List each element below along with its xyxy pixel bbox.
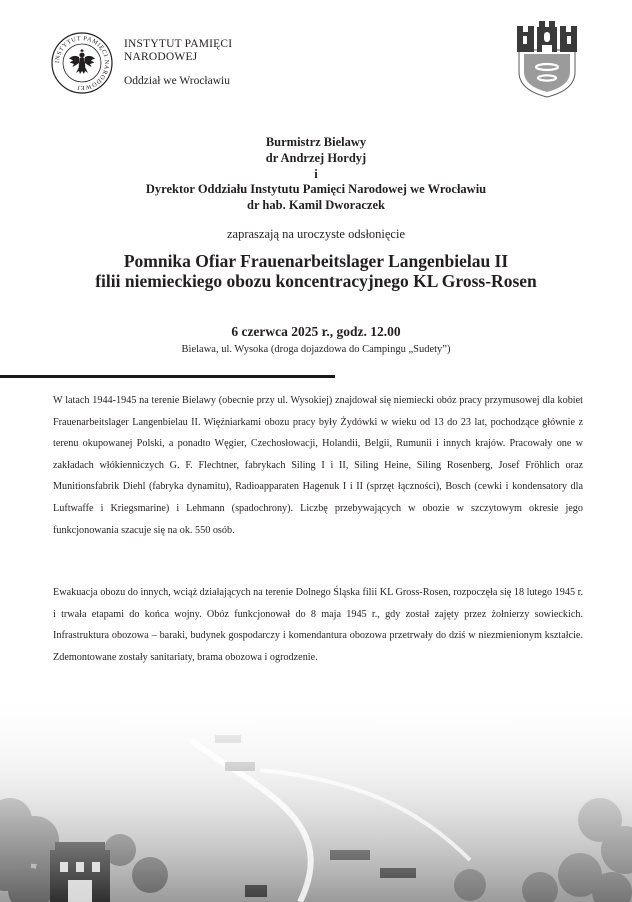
- seal-text: INSTYTUT PAMIĘCI NARODOWEJ: [53, 34, 111, 92]
- host-director-title: Dyrektor Oddziału Instytutu Pamięci Narodowej we Wrocławiu: [145, 182, 487, 197]
- institute-name: [124, 38, 254, 64]
- institute-name-line2: NARODOWEJ: [124, 51, 198, 63]
- host-mayor-name: dr Andrzej Hordyj: [265, 150, 367, 165]
- institute-header: [124, 38, 254, 88]
- institute-name-line1: INSTYTUT PAMIĘCI: [124, 38, 233, 50]
- event-title-line2: filii niemieckiego obozu koncentracyjnego KL Gross-Rosen: [95, 271, 537, 291]
- host-director-name: dr hab. Kamil Dworaczek: [247, 198, 385, 213]
- section-divider: [0, 375, 335, 378]
- host-mayor-title: Burmistrz Bielawy: [265, 135, 367, 149]
- camp-aerial-photo: [0, 700, 632, 902]
- institute-branch: Oddział we Wrocławiu: [124, 75, 230, 87]
- hosts-block: [0, 135, 632, 214]
- eagle-seal-icon: [51, 32, 113, 94]
- event-date: 6 czerwca 2025 r., godz. 12.00: [231, 324, 401, 339]
- event-title: [0, 251, 632, 291]
- history-paragraph-1: W latach 1944-1945 na terenie Bielawy (obecnie przy ul. Wysokiej) znajdował się niemiecki obóz pracy przymusowej dla kobiet Frauenarbeitslager Langenbielau II. Więźniarkami obozu pracy były Żydówki w wieku od 13 do 23 lat, pochodzące głównie z terenu okupowanej Polski, a ponadto Węgier, Czechosłowacji, Holandii, Belgii, Rumunii i innych krajów. Pracowały one w zakładach włókienniczych G. F. Flechtner, fabrykach Siling I i II, Siling Heine, Siling Rosenberg, Josef Fröhlich oraz Munitionsfabrik Diehl (fabryka dynamitu), Radioapparaten Hagenuk I i II (sprzęt łączności), Bosch (cewki i kondensatory dla Luftwaffe i Kriegsmarine) i Lehmann (spadochrony). Liczbę przebywających w obozie w szczytowym okresie jego funkcjonowania szacuje się na ok. 550 osób.: [53, 395, 583, 536]
- history-paragraph-2: Ewakuacja obozu do innych, wciąż działających na terenie Dolnego Śląska filii KL Gross-Rosen, rozpoczęła się 18 lutego 1945 r. i trwała etapami do końca wojny. Obóz funkcjonował do 8 maja 1945 r., gdy został zajęty przez żołnierzy sowieckich. Infrastruktura obozowa – baraki, budynek gospodarczy i komendantura obozowa przetrwały do dziś w niezmienionym kształcie. Zdemontowane zostały sanitariaty, brama obozowa i ogrodzenie.: [53, 587, 583, 663]
- event-title-line1: Pomnika Ofiar Frauenarbeitslager Langenbielau II: [123, 251, 509, 271]
- invitation-text: zapraszają na uroczyste odsłonięcie: [226, 227, 406, 241]
- event-place: Bielawa, ul. Wysoka (droga dojazdowa do Campingu „Sudety”): [181, 344, 451, 355]
- bielawa-coat-of-arms-icon: [515, 20, 579, 98]
- hosts-conjunction: i: [314, 166, 318, 181]
